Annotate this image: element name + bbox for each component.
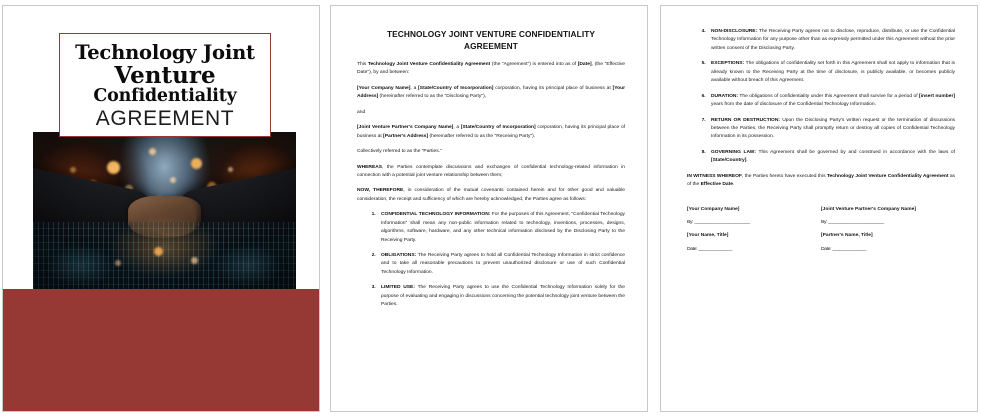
emphasis-text: [Date] bbox=[577, 62, 592, 68]
body-text: The Receiving Party agrees to use the Confidential Technology Information solely for the purpose of evaluating and engaging in discussions concerning the potential technology joint venture between the Parties. bbox=[381, 285, 625, 308]
paragraph-parties bbox=[357, 148, 625, 156]
page-gutter bbox=[649, 0, 659, 418]
emphasis-text: RETURN OR DESTRUCTION: bbox=[711, 117, 781, 123]
signature-date-line[interactable]: Date: ______________ bbox=[821, 246, 867, 252]
emphasis-text: NOW, THEREFORE bbox=[357, 188, 404, 194]
paragraph-disclosing-party bbox=[357, 85, 625, 102]
body-text: , a bbox=[410, 85, 419, 91]
emphasis-text: NON-DISCLOSURE: bbox=[711, 29, 758, 34]
body-text: Collectively referred to as the "Parties." bbox=[357, 149, 442, 155]
signature-by-line[interactable]: By: _______________________ bbox=[687, 219, 750, 225]
body-text: The obligations of confidentiality under this Agreement shall survive for a period of bbox=[738, 93, 920, 99]
body-text: This Agreement shall be governed by and construed in accordance with the laws of bbox=[755, 149, 955, 155]
cover-title-line-3: Confidentiality bbox=[93, 86, 237, 107]
signature-date-line[interactable]: Date: ______________ bbox=[687, 246, 733, 252]
emphasis-text: OBLIGATIONS: bbox=[381, 253, 417, 259]
clause-8 bbox=[707, 149, 955, 166]
witness-paragraph bbox=[687, 173, 955, 190]
emphasis-text: GOVERNING LAW: bbox=[711, 149, 756, 155]
emphasis-text: WHEREAS bbox=[357, 164, 382, 170]
paragraph-receiving-party bbox=[357, 124, 625, 141]
cover-title-line-1: Technology Joint bbox=[75, 41, 255, 64]
body-text: Upon the Disclosing Party's written request or the termination of discussions between the Parties, the Receiving Party shall promptly return or destroy all copies of Confidential Technology Information in its possession. bbox=[711, 117, 955, 140]
emphasis-text: [Partner's Address] bbox=[383, 133, 429, 139]
paragraph-intro bbox=[357, 61, 625, 78]
paragraph-now-therefore bbox=[357, 187, 625, 204]
body-text: corporation, having its principal place of business at bbox=[357, 125, 626, 139]
page-body-1[interactable] bbox=[330, 5, 648, 412]
emphasis-text: IN WITNESS WHEREOF bbox=[687, 173, 742, 179]
emphasis-text: Technology Joint Venture Confidentiality Agreement bbox=[826, 173, 949, 179]
clause-2 bbox=[377, 252, 625, 277]
body-text: and bbox=[357, 109, 366, 115]
emphasis-text: [Your Company Name] bbox=[357, 85, 411, 91]
body-text: , in consideration of the mutual covenants contained herein and for other good and valuable consideration, the receipt and sufficiency of which are hereby acknowledged, the Parties agree as follows: bbox=[357, 188, 625, 202]
body-text: . bbox=[746, 158, 748, 164]
paragraph-and bbox=[357, 109, 625, 117]
page-2-content bbox=[357, 28, 625, 317]
body-text: The Receiving Party agrees not to disclose, reproduce, distribute, or use the Confidential Technology Information for any purpose other than as expressly permitted under this Agreement without the prior written consent of the Disclosing Party. bbox=[711, 29, 955, 51]
body-text: (hereinafter referred to as the "Receiving Party"). bbox=[428, 133, 536, 139]
signature-column-1 bbox=[687, 206, 821, 259]
emphasis-text: Technology Joint Venture Confidentiality Agreement bbox=[367, 62, 491, 68]
body-text: as of the bbox=[687, 173, 955, 188]
signature-name-title: [Your Name, Title] bbox=[687, 233, 729, 239]
agreement-heading: TECHNOLOGY JOINT VENTURE CONFIDENTIALITY AGREEMENT bbox=[386, 29, 596, 52]
signature-name-title: [Partner's Name, Title] bbox=[821, 233, 873, 239]
cover-hero-image bbox=[33, 132, 296, 292]
body-text: , the Parties hereto have executed this bbox=[741, 173, 827, 179]
signature-company-name: [Your Company Name] bbox=[687, 206, 740, 212]
signature-by-line[interactable]: By: _______________________ bbox=[821, 219, 884, 225]
cover-title-line-4: AGREEMENT bbox=[95, 107, 235, 131]
emphasis-text: [insert number] bbox=[919, 93, 955, 99]
body-text: The obligations of confidentiality set forth in this Agreement shall not apply to information that is already known to the Receiving Party at the time of disclosure, is publicly available, or becomes publicly available without breach of this Agreement. bbox=[711, 61, 955, 84]
page-3-clause-list bbox=[687, 28, 955, 166]
emphasis-text: [Joint Venture Partner's Company Name] bbox=[357, 125, 454, 131]
body-text: , a bbox=[453, 125, 461, 131]
emphasis-text: [State/Country] bbox=[711, 158, 747, 164]
emphasis-text: EXCEPTIONS: bbox=[711, 61, 745, 67]
body-text: corporation, having its principal place of business at bbox=[493, 85, 613, 91]
page-body-2[interactable] bbox=[660, 5, 978, 412]
page-cover[interactable] bbox=[2, 5, 320, 412]
emphasis-text: [Your Address] bbox=[357, 85, 626, 100]
body-text: years from the date of disclosure of the Confidential Technology Information. bbox=[711, 102, 876, 108]
cover-title-box bbox=[59, 33, 271, 137]
signature-block bbox=[687, 206, 955, 259]
page-2-paragraphs bbox=[357, 61, 625, 204]
emphasis-text: [State/Country of Incorporation] bbox=[418, 85, 494, 91]
clause-5 bbox=[707, 60, 955, 85]
hero-vignette bbox=[33, 132, 296, 292]
page-3-content bbox=[687, 28, 955, 259]
page-2-clause-list bbox=[357, 211, 625, 309]
body-text: . bbox=[732, 182, 735, 188]
body-text: (hereinafter referred to as the "Disclosing Party"), bbox=[378, 94, 487, 100]
clause-1 bbox=[377, 211, 625, 245]
body-text: This bbox=[357, 62, 368, 68]
clause-6 bbox=[707, 93, 955, 110]
emphasis-text: CONFIDENTIAL TECHNOLOGY INFORMATION: bbox=[381, 212, 491, 218]
clause-3 bbox=[377, 284, 625, 309]
body-text: , (the "Effective Date"), by and between: bbox=[357, 62, 625, 76]
emphasis-text: [State/Country of Incorporation] bbox=[460, 125, 536, 131]
cover-accent-band bbox=[3, 289, 319, 412]
clause-7 bbox=[707, 117, 955, 142]
cover-title-line-2: Venture bbox=[114, 61, 216, 89]
body-text: (the "Agreement") is entered into as of bbox=[490, 62, 578, 68]
body-text: For the purposes of this Agreement, "Confidential Technology Information" shall mean any non-public information related to technology, inventions, processes, designs, algorithms, software, hardware, and any other technical information disclosed by the Disclosing Party to the Receiving Party. bbox=[381, 212, 625, 243]
clause-4 bbox=[707, 28, 955, 53]
emphasis-text: DURATION: bbox=[711, 93, 739, 99]
emphasis-text: LIMITED USE: bbox=[381, 285, 415, 291]
emphasis-text: Effective Date bbox=[700, 182, 733, 188]
body-text: The Receiving Party agrees to hold all Confidential Technology Information in strict confidence and to take all reasonable precautions to prevent unauthorized disclosure or use of such Confidential Technology Information. bbox=[381, 253, 625, 275]
paragraph-whereas bbox=[357, 164, 625, 181]
signature-company-name: [Joint Venture Partner's Company Name] bbox=[821, 206, 916, 212]
signature-column-2 bbox=[821, 206, 955, 259]
page-gutter bbox=[320, 0, 330, 418]
body-text: , the Parties contemplate discussions and exchanges of confidential technology-related information in connection with a potential joint venture relationship between them; bbox=[357, 164, 625, 178]
